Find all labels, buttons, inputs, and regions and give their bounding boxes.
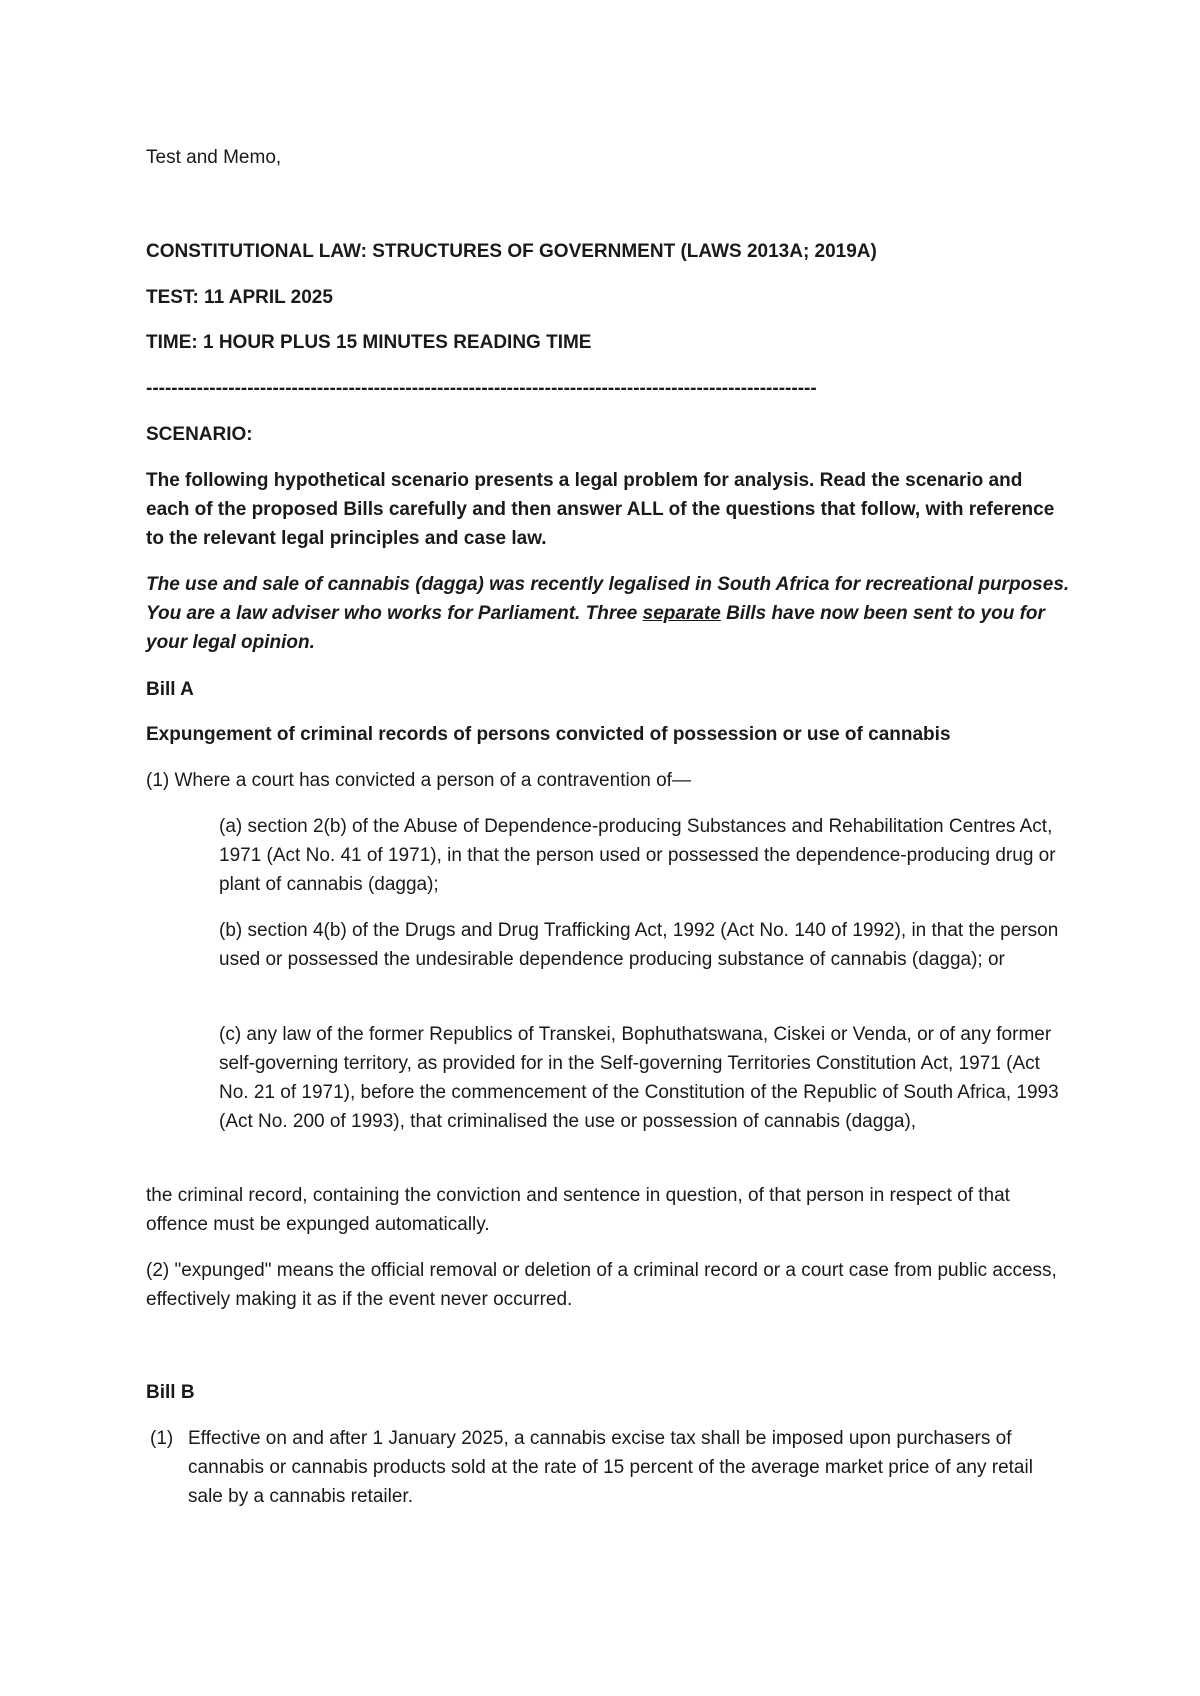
bill-a-clause-1-close: the criminal record, containing the conviction and sentence in question, of that person in respect of that offence must be expunged automatically. — [146, 1185, 1010, 1235]
divider-line: ---------------------------------------------------------------------------------------------------------- — [146, 378, 817, 399]
bill-a-clause-1-c: (c) any law of the former Republics of Transkei, Bophuthatswana, Ciskei or Venda, or of any former self-governing territory, as provided for in the Self-governing Territories Constitution Act, 1971 (Act No. 21 of 1971), before the commencement of the Constitution of the Republic of South Africa, 1993 (Act No. 200 of 1993), that criminalised the use or possession of cannabis (dagga), — [219, 1024, 1059, 1132]
test-date: TEST: 11 APRIL 2025 — [146, 287, 333, 308]
scenario-facts-underlined: separate — [642, 603, 721, 624]
bill-a-heading: Bill A — [146, 679, 194, 700]
scenario-facts-part1: The use and sale of cannabis (dagga) was recently legalised in South Africa for recreational purposes. You are a law adviser who works for Parliament. Three — [146, 574, 1070, 624]
time-allowed: TIME: 1 HOUR PLUS 15 MINUTES READING TIME — [146, 332, 592, 353]
bill-b-clause-1-number: (1) — [150, 1428, 174, 1449]
bill-b-clause-1-text: Effective on and after 1 January 2025, a cannabis excise tax shall be imposed upon purchasers of cannabis or cannabis products sold at the rate of 15 percent of the average market price of any retail sale by a cannabis retailer. — [188, 1428, 1033, 1507]
bill-b-heading: Bill B — [146, 1382, 195, 1403]
scenario-instructions: The following hypothetical scenario presents a legal problem for analysis. Read the scenario and each of the proposed Bills carefully and then answer ALL of the questions that follow, with reference to the relevant legal principles and case law. — [146, 470, 1055, 549]
scenario-facts — [146, 570, 1071, 657]
course-title: CONSTITUTIONAL LAW: STRUCTURES OF GOVERNMENT (LAWS 2013A; 2019A) — [146, 241, 877, 262]
scenario-heading: SCENARIO: — [146, 424, 253, 445]
bill-a-clause-1-b: (b) section 4(b) of the Drugs and Drug Trafficking Act, 1992 (Act No. 140 of 1992), in that the person used or possessed the undesirable dependence producing substance of cannabis (dagga); or — [219, 920, 1059, 970]
bill-a-clause-2: (2) "expunged" means the official removal or deletion of a criminal record or a court case from public access, effectively making it as if the event never occurred. — [146, 1260, 1057, 1310]
intro-line: Test and Memo, — [146, 147, 282, 168]
scenario-facts-part2: Bills have now been sent to you for your legal opinion. — [146, 603, 1045, 653]
bill-a-title: Expungement of criminal records of persons convicted of possession or use of cannabis — [146, 724, 951, 745]
bill-a-clause-1-intro: (1) Where a court has convicted a person of a contravention of— — [146, 770, 691, 791]
bill-a-clause-1-a: (a) section 2(b) of the Abuse of Dependence-producing Substances and Rehabilitation Centres Act, 1971 (Act No. 41 of 1971), in that the person used or possessed the dependence-producing drug or plant of cannabis (dagga); — [219, 816, 1056, 895]
